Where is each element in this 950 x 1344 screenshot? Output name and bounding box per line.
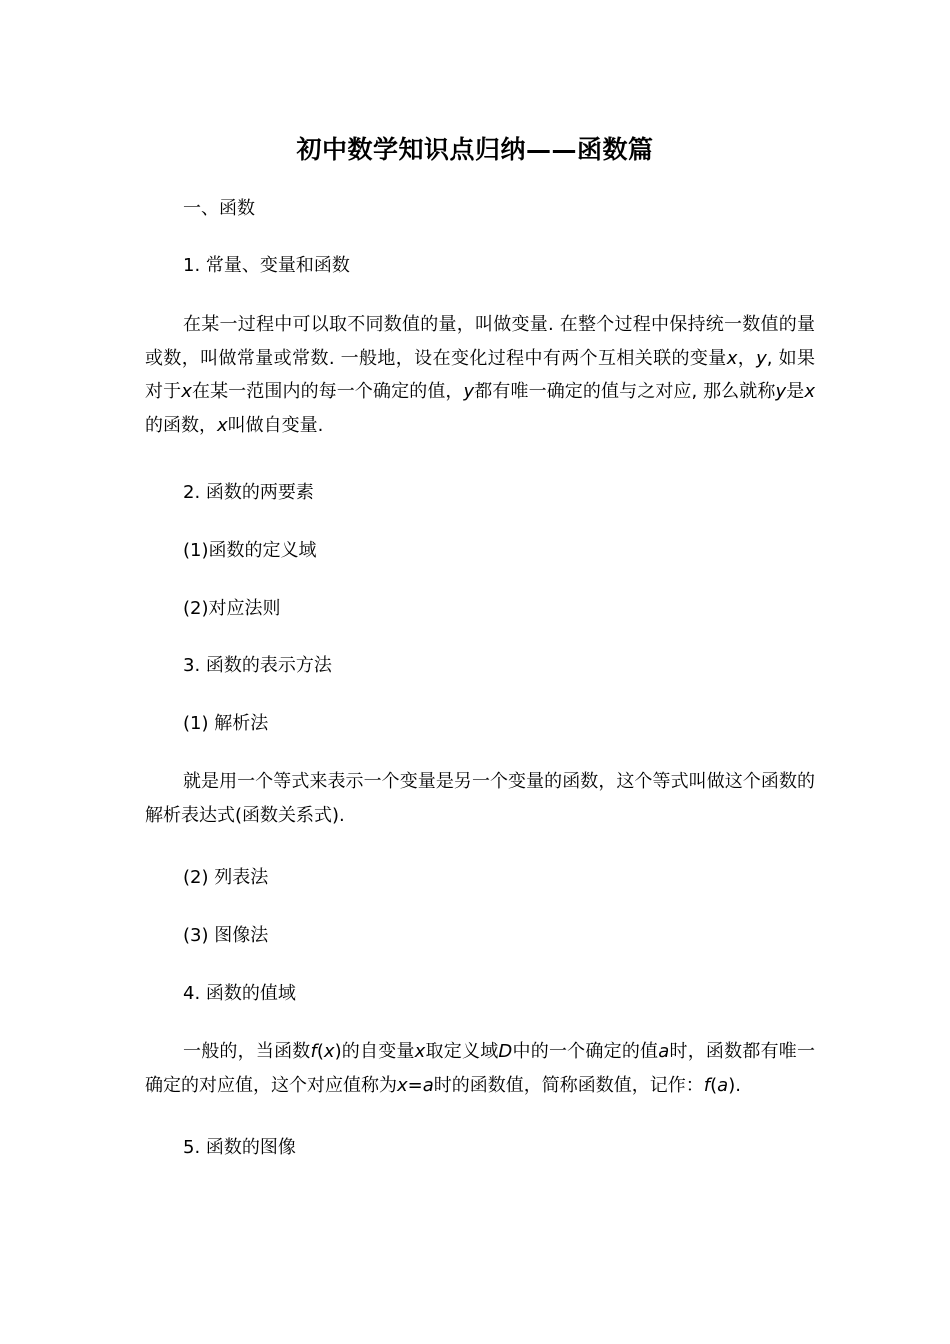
paragraph-function-definition: 在某一过程中可以取不同数值的量，叫做变量. 在整个过程中保持统一数值的量或数，叫做常量或常数. 一般地，设在变化过程中有两个互相关联的变量x，y, 如果对于x在某一范围内的每一个确定的值，y都有唯一确定的值与之对应, 那么就称y是x的函数，x叫做自变量.: [145, 314, 816, 436]
item-analytic-method: (1) 解析法: [183, 713, 269, 734]
paragraph-function-value: 一般的，当函数f(x)的自变量x取定义域D中的一个确定的值a时，函数都有唯一确定的对应值，这个对应值称为x=a时的函数值，简称函数值，记作：f(a).: [145, 1041, 816, 1096]
item-correspondence-rule: (2)对应法则: [183, 598, 281, 619]
item-graph-method: (3) 图像法: [183, 925, 269, 946]
heading-function-range: 4. 函数的值域: [183, 983, 296, 1004]
section-heading-functions: 一、函数: [183, 198, 255, 219]
heading-representation: 3. 函数的表示方法: [183, 655, 332, 676]
item-table-method: (2) 列表法: [183, 867, 269, 888]
document-title: 初中数学知识点归纳——函数篇: [296, 135, 654, 164]
heading-function-graph: 5. 函数的图像: [183, 1137, 296, 1158]
heading-constants-variables: 1. 常量、变量和函数: [183, 255, 350, 276]
item-domain: (1)函数的定义域: [183, 540, 317, 561]
heading-two-elements: 2. 函数的两要素: [183, 482, 314, 503]
paragraph-analytic-method: 就是用一个等式来表示一个变量是另一个变量的函数，这个等式叫做这个函数的解析表达式(函数关系式).: [145, 771, 815, 826]
